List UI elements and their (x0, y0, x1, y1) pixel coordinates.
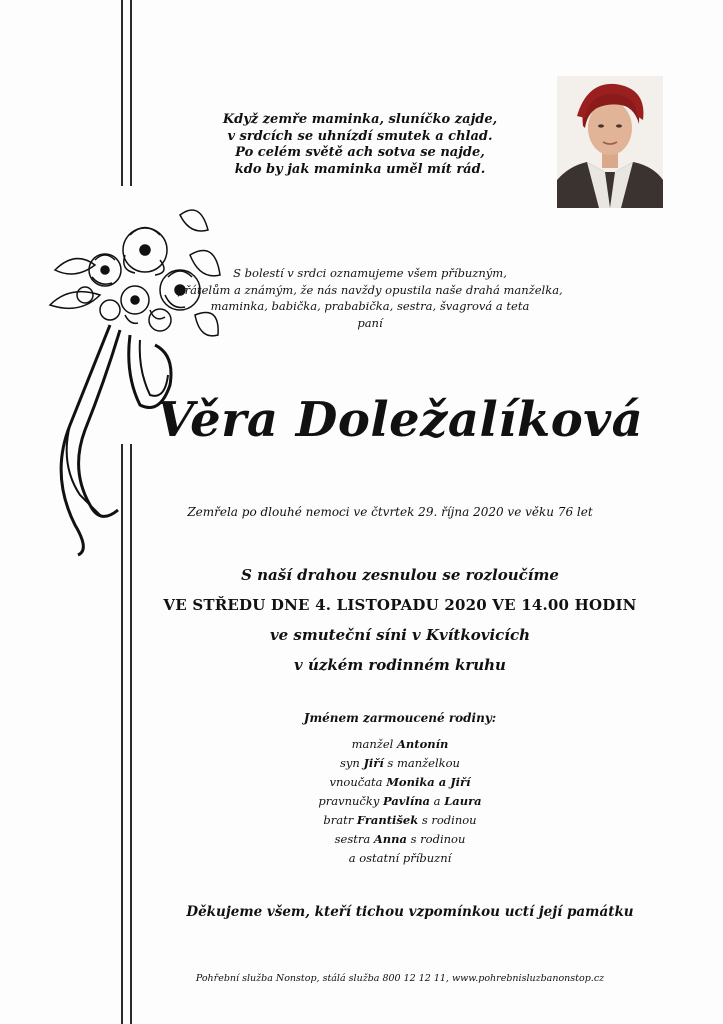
poem-line: v srdcích se uhnízdí smutek a chlad. (227, 128, 493, 144)
relation-label: vnoučata (329, 775, 387, 789)
farewell-place: ve smuteční síni v Kvítkovicích (269, 626, 531, 644)
member-name: Pavlína (382, 794, 431, 808)
poem-line: Když zemře maminka, sluníčko zajde, (222, 112, 498, 127)
family-member (200, 830, 600, 849)
farewell-line: S naší drahou zesnulou se rozloučíme (241, 566, 559, 584)
farewell-circle: v úzkém rodinném kruhu (294, 656, 506, 674)
relation-label: sestra (334, 832, 374, 846)
family-member (200, 735, 600, 754)
farewell-date: VE STŘEDU DNE 4. LISTOPADU 2020 VE 14.00 HODIN (163, 596, 637, 614)
mourning-line-top-right (130, 0, 132, 186)
family-member (200, 811, 600, 830)
portrait-photo (557, 76, 663, 208)
death-notice: Zemřela po dlouhé nemoci ve čtvrtek 29. října 2020 ve věku 76 let (187, 505, 593, 519)
member-name: Jiří (363, 756, 384, 770)
family-member (200, 773, 600, 792)
relation-label: a ostatní příbuzní (348, 851, 452, 865)
relation-label: pravnučky (318, 794, 383, 808)
family-heading: Jménem zarmoucené rodiny: (303, 711, 497, 725)
intro-line: paní (357, 315, 383, 330)
family-list (200, 735, 600, 868)
member-name: Laura (444, 794, 482, 808)
intro-line: přátelům a známým, že nás navždy opustila naše drahá manželka, (177, 282, 563, 297)
family-member (200, 792, 600, 811)
relation-suffix: s manželkou (383, 756, 460, 770)
funeral-service-footer: Pohřební služba Nonstop, stálá služba 800 12 12 11, www.pohrebnisluzbanonstop.cz (195, 973, 605, 984)
relation-label: manžel (351, 737, 397, 751)
poem-line: Po celém světě ach sotva se najde, (235, 145, 485, 160)
relation-label: bratr (323, 813, 357, 827)
family-member (200, 754, 600, 773)
thanks-line: Děkujeme všem, kteří tichou vzpomínkou uctí její památku (186, 904, 634, 920)
farewell-info (140, 560, 660, 680)
family-member (200, 849, 600, 868)
intro-line: S bolestí v srdci oznamujeme všem příbuzným, (233, 266, 507, 280)
relation-suffix: s rodinou (406, 832, 466, 846)
relation-suffix: s rodinou (418, 813, 477, 827)
relation-label: syn (340, 756, 364, 770)
relation-conjunction: a (430, 794, 445, 808)
poem (150, 112, 570, 178)
mourning-line-top-left (121, 0, 123, 186)
member-name: Antonín (397, 737, 449, 751)
deceased-name: Věra Doležalíková (156, 392, 644, 448)
member-name: Monika a Jiří (386, 775, 471, 789)
member-name: František (356, 813, 419, 827)
member-name: Anna (373, 832, 407, 846)
announcement-intro (140, 265, 600, 331)
intro-line: maminka, babička, prababička, sestra, švagrová a teta (210, 299, 530, 313)
poem-line: kdo by jak maminka uměl mít rád. (234, 161, 486, 177)
